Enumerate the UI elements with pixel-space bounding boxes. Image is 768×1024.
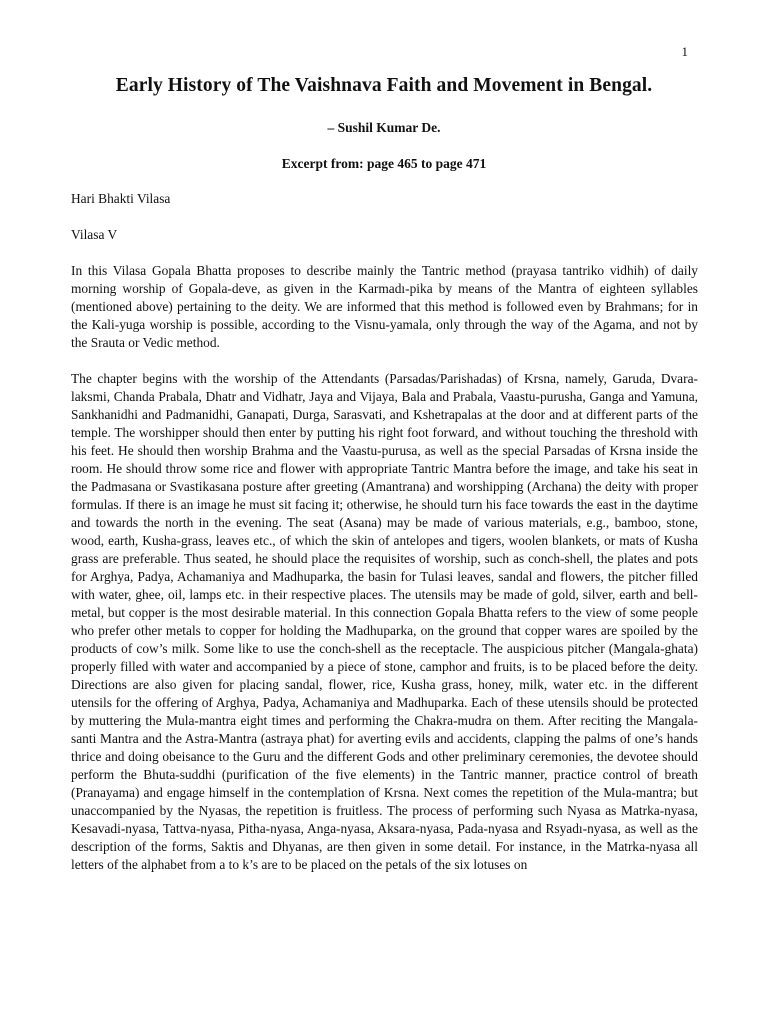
section-title: Hari Bhakti Vilasa [71, 191, 171, 206]
page-number: 1 [681, 44, 688, 59]
paragraph-chapter: The chapter begins with the worship of the Attendants (Parsadas/Parishadas) of Krsna, namely, Garuda, Dvara-laksmi, Chanda Prabala, Dhatr and Vidhatr, Jaya and Vijaya, Bala and Prabala, Vaastu-purusha, Ganga and Yamuna, Sankhanidhi and Padmanidhi, Ganapati, Durga, Sarasvati, and Kshetrapalas at the door and at different parts of the temple. The worshipper should then enter by putting his right foot forward, and without touching the threshold with his feet. He should then worship Brahma and the Vaastu-purusa, as well as the special Parsadas of Krsna inside the room. He should throw some rice and flower with appropriate Tantric Mantra before the image, and take his seat in the Padmasana or Svastikasana posture after greeting (Amantrana) and worshipping (Archana) the deity with proper formulas. If there is an image he must sit facing it; otherwise, he should turn his face towards the east in the daytime and towards the north in the evening. The seat (Asana) may be made of various materials, e.g., bamboo, stone, wood, earth, Kusha-grass, leaves etc., of which the skin of antelopes and tigers, woolen blankets, or mats of Kusha grass are preferable. Thus seated, he should place the requisites of worship, such as conch-shell, the plates and pots for Arghya, Padya, Achamaniya and Madhuparka, the basin for Tulasi leaves, sandal and flowers, the pitcher filled with water, ghee, oil, lamps etc. in their respective places. The utensils may be made of gold, silver, earth and bell-metal, but copper is the most desirable material. In this connection Gopala Bhatta refers to the view of some people who prefer other metals to copper for holding the Madhuparka, on the ground that copper wares are spoiled by the products of cow’s milk. Some like to use the conch-shell as the receptacle. The auspicious pitcher (Mangala-ghata) properly filled with water and accompanied by a piece of stone, camphor and fruits, is to be placed before the deity. Directions are also given for placing sandal, flower, rice, Kusha grass, honey, milk, water etc. in the different utensils for the offering of Arghya, Padya, Achamaniya and Madhuparka. Each of these utensils should be protected by muttering the Mula-mantra eight times and performing the Chakra-mudra on them. After reciting the Mangala-santi Mantra and the Astra-Mantra (astraya phat) for averting evils and accidents, clapping the palms of one’s hands thrice and doing obeisance to the Guru and the different Gods and other preliminary ceremonies, the devotee should perform the Bhuta-suddhi (purification of the five elements) in the Tantric manner, practice control of breath (Pranayama) and engage himself in the contemplation of Krsna. Next comes the repetition of the Mula-mantra; but unaccompanied by the Nyasas, the repetition is fruitless. The process of performing such Nyasa as Matrka-nyasa, Kesavadi-nyasa, Tattva-nyasa, Pitha-nyasa, Anga-nyasa, Aksara-nyasa, Pada-nyasa and Rsyadı-nyasa, as well as the description of the forms, Saktis and Dhyanas, are then given in some detail. For instance, in the Matrka-nyasa all letters of the alphabet from a to k’s are to be placed on the petals of the six lotuses on [71, 371, 698, 872]
author-line: – Sushil Kumar De. [327, 120, 441, 135]
document-body [71, 190, 698, 874]
subsection-title: Vilasa V [71, 227, 118, 242]
document-title: Early History of The Vaishnava Faith and Movement in Bengal. [115, 75, 653, 96]
excerpt-line: Excerpt from: page 465 to page 471 [281, 156, 487, 171]
paragraph-intro: In this Vilasa Gopala Bhatta proposes to describe mainly the Tantric method (prayasa tantriko vidhih) of daily morning worship of Gopala-deve, as given in the Karmadı-pika by means of the Mantra of eighteen syllables (mentioned above) pertaining to the deity. We are informed that this method is followed even by Brahmans; for in the Kali-yuga worship is possible, according to the Visnu-yamala, only through the way of the Agama, and not by the Srauta or Vedic method. [71, 263, 698, 350]
